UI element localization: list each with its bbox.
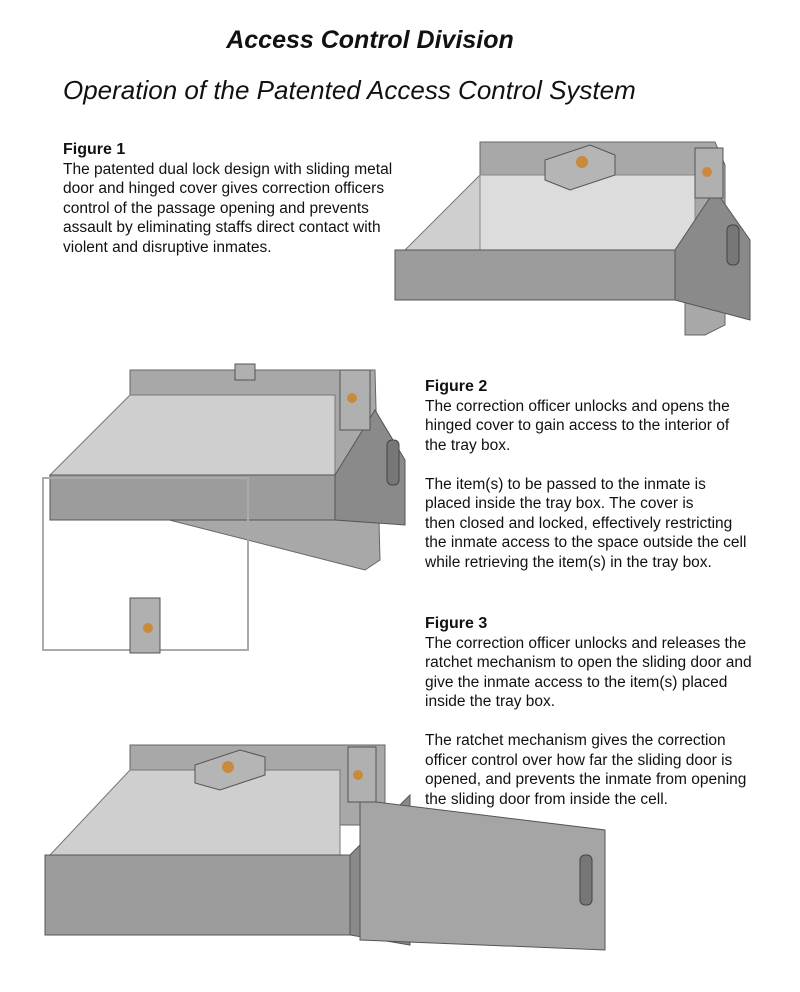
figure3-paragraph: The ratchet mechanism gives the correction officer control over how far the sliding door is opened, and prevents the inmate from opening the sliding door from inside the cell. [425, 732, 747, 808]
figure1-paragraph: The patented dual lock design with sliding metal door and hinged cover gives correction officers control of the passage opening and prevents assault by eliminating staffs direct contact with violent and disruptive inmates. [63, 160, 393, 256]
figure1-heading: Figure 1 [63, 141, 126, 158]
figure2-heading: Figure 2 [425, 378, 488, 395]
figure2-paragraph: The item(s) to be passed to the inmate is placed inside the tray box. The cover is then closed and locked, effectively restricting the inmate access to the space outside the cell while retrieving the item(s) in the tray box. [425, 475, 747, 571]
figure1-text [63, 140, 392, 257]
figure2-text [425, 377, 746, 572]
figure3-paragraph: The correction officer unlocks and releases the ratchet mechanism to open the sliding door and give the inmate access to the item(s) placed inside the tray box. [425, 634, 752, 710]
figure3-illustration [40, 735, 615, 965]
figure2-paragraph: The correction officer unlocks and opens the hinged cover to gain access to the interior of the tray box. [425, 397, 730, 454]
figure1-illustration [385, 130, 775, 340]
page-title: Access Control Division [226, 26, 514, 54]
page-subtitle: Operation of the Patented Access Control System [63, 75, 636, 105]
figure2-illustration [35, 360, 415, 660]
figure3-heading: Figure 3 [425, 615, 488, 632]
